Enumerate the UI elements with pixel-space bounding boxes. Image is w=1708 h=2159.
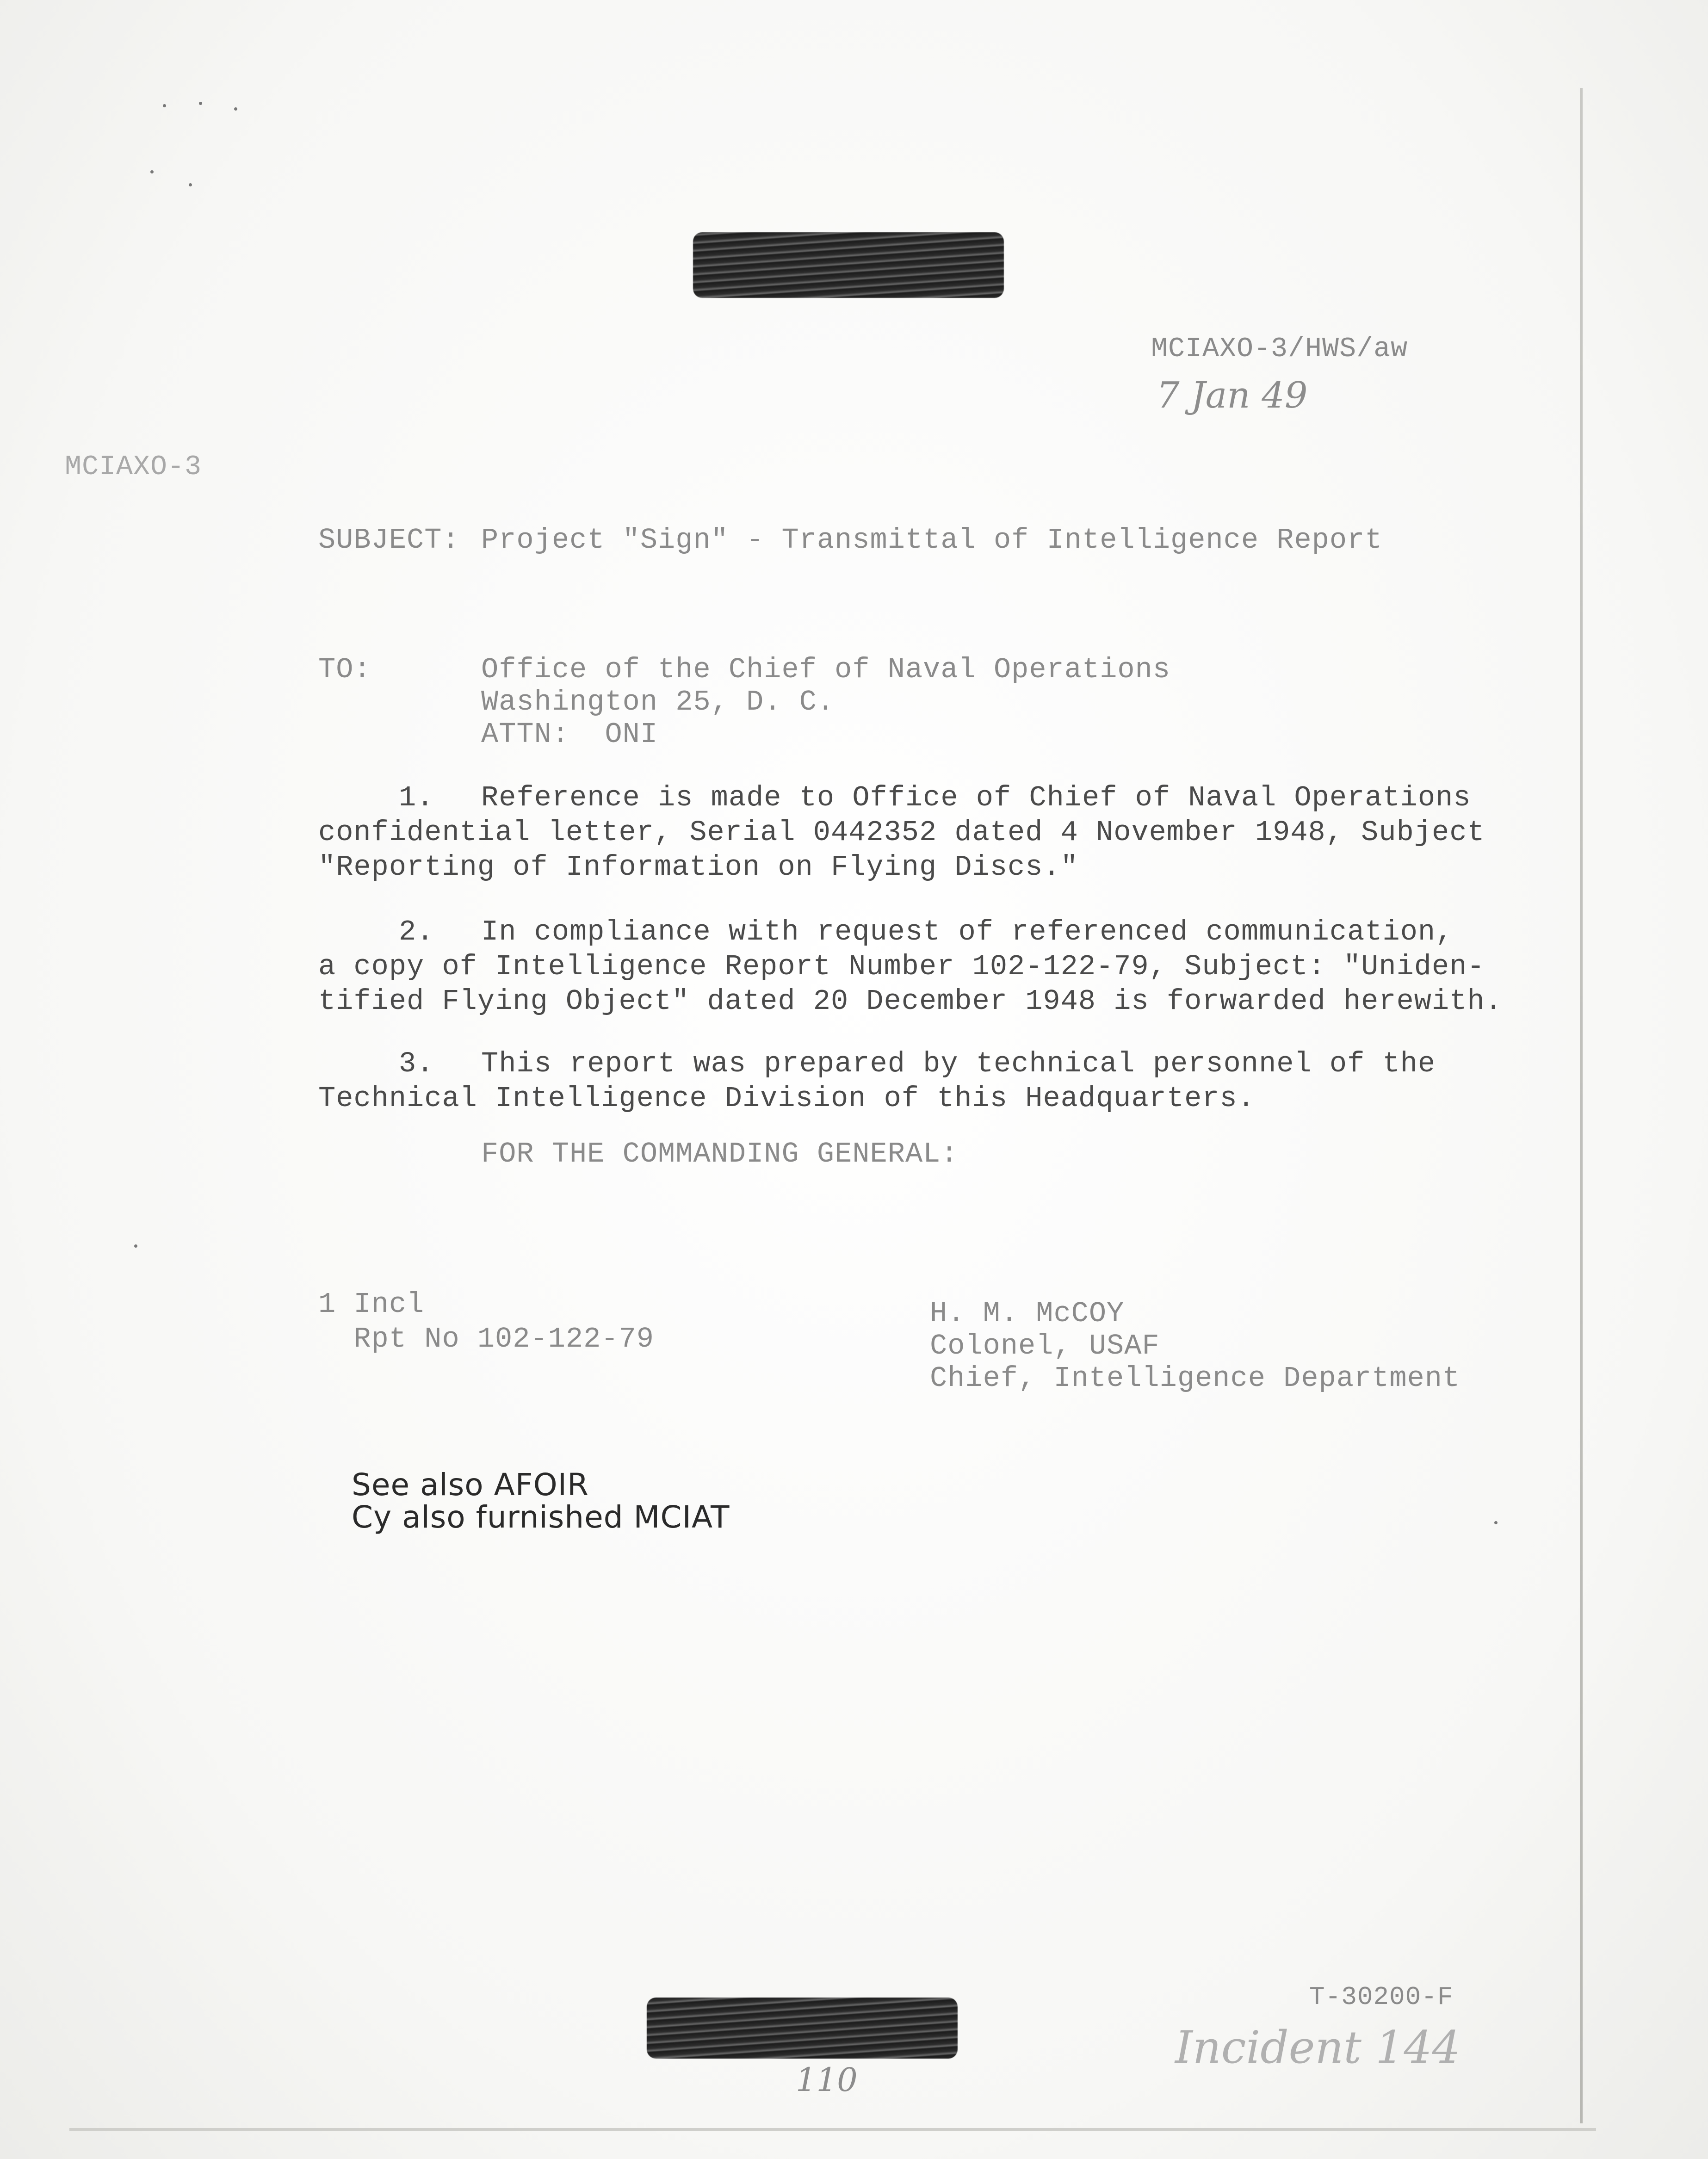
page-number-handwritten: 110 bbox=[796, 2061, 858, 2099]
paragraph-line: In compliance with request of referenced communication, bbox=[481, 916, 1454, 948]
to-line: ATTN: ONI bbox=[481, 718, 658, 751]
paragraph-line: Technical Intelligence Division of this Headquarters. bbox=[318, 1082, 1255, 1115]
subject-text: Project "Sign" - Transmittal of Intelligence Report bbox=[481, 524, 1383, 557]
speck bbox=[150, 170, 154, 173]
to-line: Washington 25, D. C. bbox=[481, 686, 835, 718]
page-edge-shadow-bottom bbox=[69, 2128, 1596, 2131]
speck bbox=[234, 107, 237, 111]
to-label: TO: bbox=[318, 653, 371, 686]
file-reference: MCIAXO-3/HWS/aw bbox=[1151, 334, 1408, 365]
closing-line: FOR THE COMMANDING GENERAL: bbox=[481, 1138, 959, 1170]
office-code: MCIAXO-3 bbox=[65, 452, 202, 483]
speck bbox=[134, 1244, 137, 1248]
speck bbox=[163, 104, 166, 107]
paragraph-line: tified Flying Object" dated 20 December 1948 is forwarded herewith. bbox=[318, 985, 1503, 1018]
signature-title: Chief, Intelligence Department bbox=[930, 1362, 1460, 1395]
speck bbox=[199, 102, 202, 105]
subject-label: SUBJECT: bbox=[318, 524, 460, 557]
enclosure-line: Rpt No 102-122-79 bbox=[318, 1323, 654, 1355]
to-line: Office of the Chief of Naval Operations bbox=[481, 653, 1171, 686]
note-line: Cy also furnished MCIAT bbox=[352, 1499, 730, 1535]
form-number: T-30200-F bbox=[1309, 1982, 1454, 2012]
file-date-handwritten: 7 Jan 49 bbox=[1157, 375, 1308, 416]
paragraph-line: Reference is made to Office of Chief of Naval Operations bbox=[481, 781, 1471, 814]
paragraph-line: "Reporting of Information on Flying Discs." bbox=[318, 851, 1078, 884]
redaction-top bbox=[693, 232, 1004, 298]
speck bbox=[189, 183, 192, 186]
enclosure-line: 1 Incl bbox=[318, 1288, 425, 1321]
speck bbox=[1494, 1521, 1498, 1524]
redaction-bottom bbox=[647, 1998, 958, 2059]
paragraph-line: confidential letter, Serial 0442352 dated 4 November 1948, Subject bbox=[318, 816, 1485, 849]
paragraph-number: 2. bbox=[399, 916, 434, 948]
note-line: See also AFOIR bbox=[352, 1467, 589, 1503]
paragraph-line: This report was prepared by technical personnel of the bbox=[481, 1047, 1436, 1080]
paragraph-number: 3. bbox=[399, 1047, 434, 1080]
signature-name: H. M. McCOY bbox=[930, 1297, 1125, 1330]
paragraph-number: 1. bbox=[399, 781, 434, 814]
paragraph-line: a copy of Intelligence Report Number 102-122-79, Subject: "Uniden- bbox=[318, 950, 1485, 983]
signature-rank: Colonel, USAF bbox=[930, 1330, 1160, 1362]
page-edge-shadow bbox=[1580, 88, 1583, 2123]
footer-handwritten-note: Incident 144 bbox=[1175, 2022, 1460, 2073]
